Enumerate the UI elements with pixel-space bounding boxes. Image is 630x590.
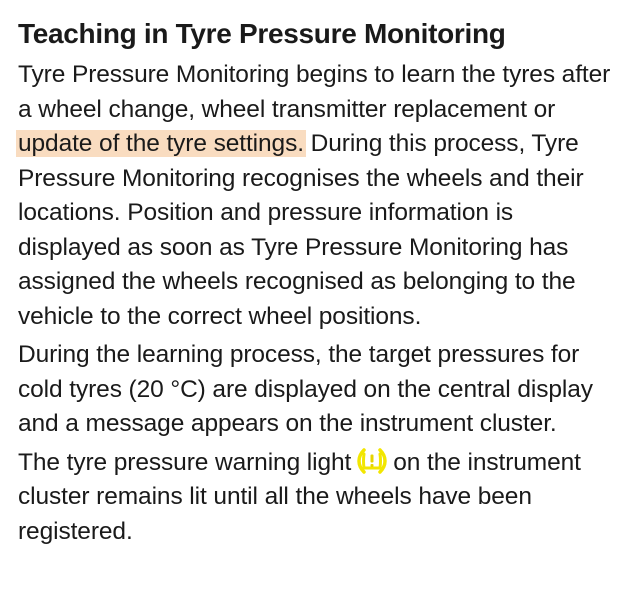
- section-heading: Teaching in Tyre Pressure Monitoring: [18, 18, 506, 49]
- tyre-pressure-warning-icon: [355, 448, 389, 474]
- paragraph-learning-process: During the learning process, the target pressures for cold tyres (20 °C) are displayed on the central display and a message appears on the instrument cluster.: [18, 341, 593, 437]
- paragraph-3-text-after: on the instrument cluster remains lit until all the wheels have been registered.: [18, 448, 581, 545]
- paragraph-1-text-before: Tyre Pressure Monitoring begins to learn the tyres after a wheel change, wheel transmitter replacement or: [18, 61, 611, 123]
- paragraph-warning-light: [18, 446, 614, 550]
- paragraph-1-text-after: During this process, Tyre Pressure Monitoring recognises the wheels and their locations. Position and pressure information is displayed as soon as Tyre Pressure Monitoring has assigned the wheels recognised as belonging to the vehicle to the correct wheel positions.: [18, 130, 584, 330]
- paragraph-3-text-before: The tyre pressure warning light: [18, 448, 352, 476]
- highlighted-link-update-tyre-settings[interactable]: update of the tyre settings.: [18, 130, 304, 157]
- paragraph-learning-trigger: [18, 58, 614, 334]
